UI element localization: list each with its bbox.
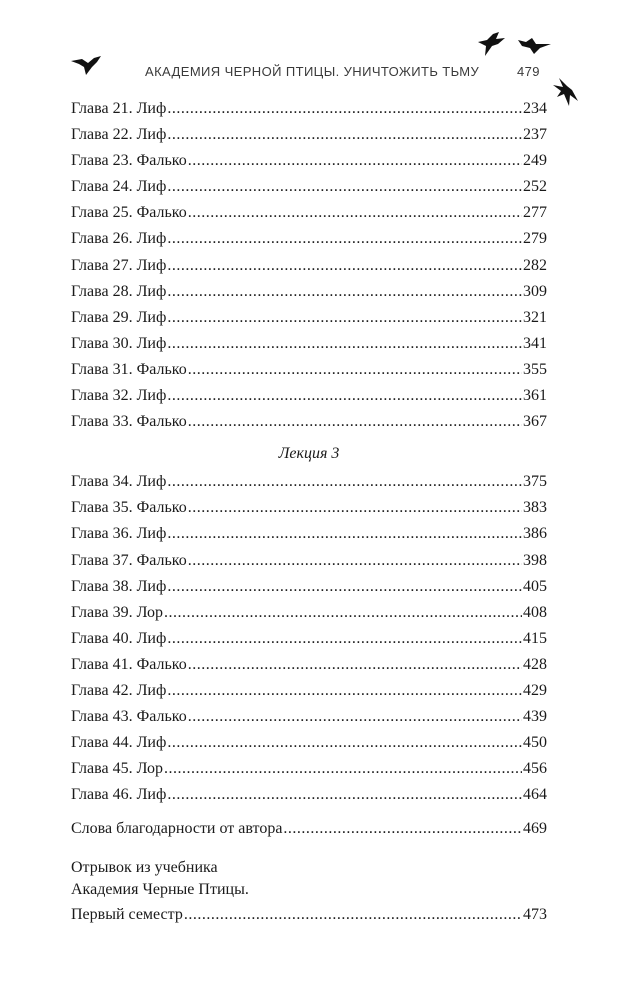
toc-page: 367 — [523, 413, 547, 431]
toc-title: Глава 45. Лор — [71, 760, 164, 778]
toc-row — [71, 678, 547, 704]
toc-row — [71, 305, 547, 331]
toc-title: Глава 37. Фалько — [71, 551, 187, 569]
toc-row — [71, 521, 547, 547]
leader-dots — [167, 226, 522, 252]
leader-dots — [184, 902, 522, 928]
bird-icon-top-1 — [477, 32, 507, 58]
toc-page: 408 — [523, 603, 547, 621]
toc-row — [71, 548, 547, 574]
leader-dots — [164, 756, 522, 782]
toc-title: Глава 24. Лиф — [71, 178, 167, 196]
toc-page: 361 — [523, 387, 547, 405]
toc-page: 473 — [523, 905, 547, 923]
leader-dots — [167, 574, 522, 600]
toc-row-acknowledgements — [71, 816, 547, 842]
toc-page: 428 — [523, 655, 547, 673]
header-page-number: 479 — [517, 64, 540, 79]
leader-dots — [167, 122, 522, 148]
toc-row-excerpt — [71, 902, 547, 928]
leader-dots — [167, 253, 522, 279]
toc-page: 321 — [523, 308, 547, 326]
toc-row — [71, 409, 547, 435]
toc-row — [71, 600, 547, 626]
toc-page: 429 — [523, 681, 547, 699]
leader-dots — [188, 148, 522, 174]
toc-page: 355 — [523, 360, 547, 378]
toc-title: Глава 41. Фалько — [71, 655, 187, 673]
toc-page: 279 — [523, 230, 547, 248]
toc-page: 464 — [523, 786, 547, 804]
leader-dots — [164, 600, 522, 626]
toc-row — [71, 782, 547, 808]
toc-title: Глава 34. Лиф — [71, 473, 167, 491]
leader-dots — [167, 305, 522, 331]
toc-page: 309 — [523, 282, 547, 300]
toc-row — [71, 200, 547, 226]
toc-row — [71, 574, 547, 600]
toc-page: 282 — [523, 256, 547, 274]
toc-row — [71, 357, 547, 383]
toc-title: Глава 29. Лиф — [71, 308, 167, 326]
toc-title: Глава 44. Лиф — [71, 734, 167, 752]
toc-row — [71, 626, 547, 652]
excerpt-line-1: Отрывок из учебника — [71, 858, 218, 876]
leader-dots — [188, 409, 522, 435]
leader-dots — [167, 174, 522, 200]
toc-page: 469 — [523, 820, 547, 838]
toc-title: Глава 23. Фалько — [71, 152, 187, 170]
leader-dots — [167, 96, 522, 122]
leader-dots — [167, 469, 522, 495]
toc-title: Глава 42. Лиф — [71, 681, 167, 699]
leader-dots — [167, 383, 522, 409]
leader-dots — [167, 279, 522, 305]
toc-title: Глава 31. Фалько — [71, 360, 187, 378]
toc-page: 249 — [523, 152, 547, 170]
toc-page: 383 — [523, 499, 547, 517]
toc-row — [71, 174, 547, 200]
toc-row — [71, 279, 547, 305]
toc-row — [71, 253, 547, 279]
toc-row — [71, 704, 547, 730]
toc-title: Глава 35. Фалько — [71, 499, 187, 517]
toc-part-1 — [71, 96, 547, 435]
leader-dots — [188, 548, 522, 574]
toc-title: Первый семестр — [71, 905, 183, 923]
toc-title: Глава 46. Лиф — [71, 786, 167, 804]
toc-row — [71, 331, 547, 357]
leader-dots — [283, 816, 522, 842]
toc-page: 405 — [523, 577, 547, 595]
toc-row — [71, 122, 547, 148]
toc-title: Глава 33. Фалько — [71, 413, 187, 431]
toc-page: 341 — [523, 334, 547, 352]
leader-dots — [167, 782, 522, 808]
toc-title: Слова благодарности от автора — [71, 820, 283, 838]
bird-icon-right — [551, 77, 579, 107]
leader-dots — [188, 652, 522, 678]
toc-title: Глава 27. Лиф — [71, 256, 167, 274]
toc-page: 277 — [523, 204, 547, 222]
toc-row — [71, 226, 547, 252]
toc-row — [71, 96, 547, 122]
toc-row — [71, 469, 547, 495]
toc-page: 237 — [523, 126, 547, 144]
toc-title: Глава 40. Лиф — [71, 629, 167, 647]
toc-row — [71, 148, 547, 174]
lecture-heading: Лекция 3 — [278, 445, 340, 463]
toc-page: 456 — [523, 760, 547, 778]
leader-dots — [167, 626, 522, 652]
toc-page: 386 — [523, 525, 547, 543]
toc-title: Глава 21. Лиф — [71, 100, 167, 117]
toc-title: Глава 38. Лиф — [71, 577, 167, 595]
leader-dots — [167, 331, 522, 357]
leader-dots — [188, 495, 522, 521]
toc-title: Глава 30. Лиф — [71, 334, 167, 352]
toc-title: Глава 28. Лиф — [71, 282, 167, 300]
bird-icon-top-2 — [516, 36, 552, 56]
toc-page: 234 — [523, 100, 547, 117]
leader-dots — [188, 704, 522, 730]
toc-row — [71, 730, 547, 756]
toc-part-2 — [71, 469, 547, 808]
toc-page: 439 — [523, 708, 547, 726]
toc-title: Глава 25. Фалько — [71, 204, 187, 222]
leader-dots — [167, 521, 522, 547]
header-title: АКАДЕМИЯ ЧЕРНОЙ ПТИЦЫ. УНИЧТОЖИТЬ ТЬМУ — [145, 64, 480, 79]
toc-row — [71, 383, 547, 409]
running-header — [145, 64, 545, 79]
toc-page: 415 — [523, 629, 547, 647]
toc-title: Глава 22. Лиф — [71, 126, 167, 144]
excerpt-line-2: Академия Черные Птицы. — [71, 881, 249, 899]
toc-page: 450 — [523, 734, 547, 752]
toc-row — [71, 652, 547, 678]
toc-page: 252 — [523, 178, 547, 196]
leader-dots — [188, 357, 522, 383]
bird-icon-left — [70, 55, 102, 77]
leader-dots — [167, 730, 522, 756]
toc-page: 398 — [523, 551, 547, 569]
toc-title: Глава 43. Фалько — [71, 708, 187, 726]
toc-title: Глава 32. Лиф — [71, 387, 167, 405]
toc-row — [71, 495, 547, 521]
leader-dots — [188, 200, 522, 226]
table-of-contents — [71, 96, 547, 928]
toc-row — [71, 756, 547, 782]
toc-title: Глава 39. Лор — [71, 603, 164, 621]
leader-dots — [167, 678, 522, 704]
toc-title: Глава 26. Лиф — [71, 230, 167, 248]
toc-page: 375 — [523, 473, 547, 491]
toc-title: Глава 36. Лиф — [71, 525, 167, 543]
